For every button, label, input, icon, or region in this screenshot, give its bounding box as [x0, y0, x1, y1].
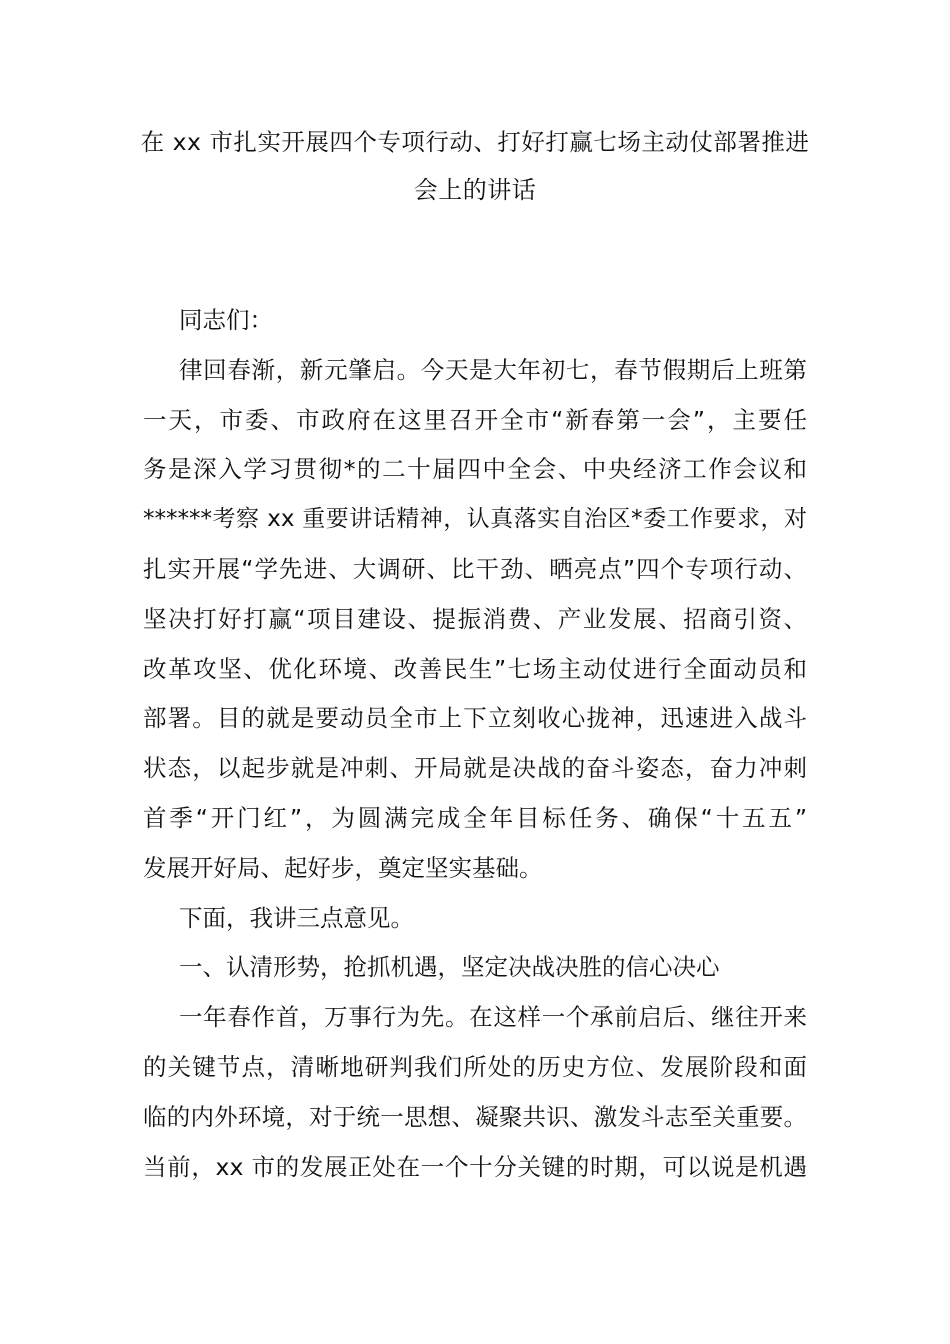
paragraph-line: 一天，市委、市政府在这里召开全市“新春第一会”，主要任	[143, 405, 807, 434]
paragraph-line: 律回春渐，新元肇启。今天是大年初七，春节假期后上班第	[179, 355, 807, 384]
paragraph-line: 首季“开门红”，为圆满完成全年目标任务、确保“十五五”	[143, 803, 807, 832]
paragraph-line: 下面，我讲三点意见。	[179, 903, 414, 932]
paragraph-line: 部署。目的就是要动员全市上下立刻收心拢神，迅速进入战斗	[143, 704, 807, 733]
paragraph-line: 务是深入学习贯彻*的二十届四中全会、中央经济工作会议和	[143, 455, 807, 484]
salutation: 同志们：	[179, 306, 273, 334]
document-title-line-2: 会上的讲话	[413, 176, 537, 204]
paragraph-line: 改革攻坚、优化环境、改善民生”七场主动仗进行全面动员和	[143, 654, 807, 683]
paragraph-line: 发展开好局、起好步，奠定坚实基础。	[143, 853, 543, 882]
section-heading: 一、认清形势，抢抓机遇，坚定决战决胜的信心决心	[179, 953, 720, 982]
document-body	[143, 296, 807, 1192]
paragraph-line: 坚决打好打赢“项目建设、提振消费、产业发展、招商引资、	[143, 604, 807, 633]
paragraph-line: 的关键节点，清晰地研判我们所处的历史方位、发展阶段和面	[143, 1052, 807, 1081]
paragraph-line: 状态，以起步就是冲刺、开局就是决战的奋斗姿态，奋力冲刺	[143, 754, 807, 783]
paragraph-line: 一年春作首，万事行为先。在这样一个承前启后、继往开来	[179, 1003, 807, 1032]
paragraph-line: 扎实开展“学先进、大调研、比干劲、晒亮点”四个专项行动、	[143, 554, 807, 583]
paragraph-line: 临的内外环境，对于统一思想、凝聚共识、激发斗志至关重要。	[143, 1102, 807, 1131]
paragraph-line: 当前，xx 市的发展正处在一个十分关键的时期，可以说是机遇	[143, 1152, 807, 1181]
document-title-line-1: 在 xx 市扎实开展四个专项行动、打好打赢七场主动仗部署推进	[140, 128, 810, 156]
paragraph-line: ******考察 xx 重要讲话精神，认真落实自治区*委工作要求，对	[143, 506, 807, 533]
